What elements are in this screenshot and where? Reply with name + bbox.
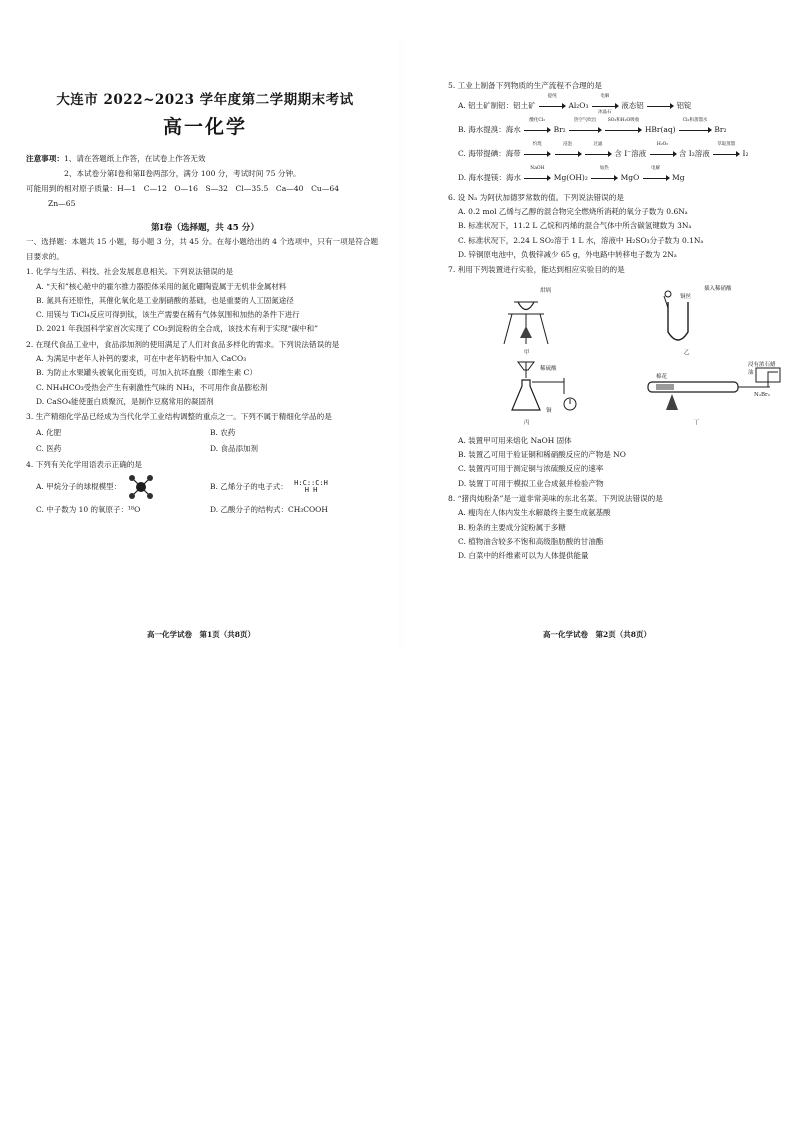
arrow-label-top: 电解 [600,93,610,99]
page-footer-2: 高一化学试卷 第2页（共8页） [543,630,651,639]
ethylene-electron-formula [294,480,328,494]
label-crucible: 坩埚 [540,287,552,294]
arrow-label: 电解 [651,165,661,171]
question-2: 2. 在现代食品工业中，食品添加剂的使用满足了人们对食品多样化的需求。下列说法错误的是 [26,339,340,349]
notice-line-2: 2、本试卷分第Ⅰ卷和第Ⅱ卷两部分，满分 100 分，考试时间 75 分钟。 [64,169,301,178]
option-5c-end: I₂ [742,148,749,158]
exam-page-1 [4,38,398,650]
option-8b: B. 粉条的主要成分淀粉属于多糖 [458,522,566,532]
electron-formula-top: H:C::C:H [294,479,328,488]
question-1: 1. 化学与生活、科技、社会发展息息相关。下列说法错误的是 [26,267,234,276]
question-5: 5. 工业上制备下列物质的生产流程不合理的是 [448,81,602,90]
option-5c-mid: 含 I⁻溶液 [614,148,647,158]
arrow-label: 加热 [599,165,609,171]
notice-line-1 [26,151,384,166]
label-copper: 铜 [546,407,552,414]
exam-page-2 [404,38,790,650]
label-yi: 乙 [684,349,690,356]
option-4b [210,472,384,502]
apparatus-figure [448,282,780,432]
option-4a-text: A. 甲烷分子的球棍模型： [36,482,122,492]
arrow-icon [713,141,739,159]
option-5c [448,142,780,166]
question-7: 7. 利用下列装置进行实验，能达到相应实验目的的是 [448,265,625,275]
subject-title: 高一化学 [162,116,247,138]
option-8d: D. 白菜中的纤维素可以为人体提供能量 [458,551,589,561]
option-5a-end: 铝锭 [676,100,692,110]
arrow-icon [585,141,611,159]
option-5b [448,118,780,142]
arrow-label: 萃取蒸馏 [717,141,736,147]
option-1d: D. 2021 年我国科学家首次实现了 CO₂到淀粉的全合成，该技术有利于实现“碳中和” [36,324,318,334]
option-7d: D. 装置丁可用于模拟工业合成氨并检验产物 [458,478,604,488]
question-4: 4. 下列有关化学用语表示正确的是 [26,459,142,469]
label-copper-wire: 铜丝 [680,293,692,300]
arrow-icon [591,165,617,183]
arrow-label: 热空气吹出 [573,117,597,123]
options-3-row-1 [26,425,384,441]
arrow-label: 灼烧 [532,141,542,147]
option-4d: D. 乙酸分子的结构式：CH₃COOH [210,505,328,515]
question-8: 8. “猪肉炖粉条”是一道非常美味的东北名菜。下列说法错误的是 [448,493,663,503]
section-intro: 一、选择题：本题共 15 小题，每小题 3 分，共 45 分。在每小题给出的 4 个选项中，只有一项是符合题目要求的。 [26,237,379,261]
option-5b-end: HBr(aq) [644,124,676,134]
option-5b-mid: Br₂ [553,124,566,134]
option-5b-end2: Br₂ [714,124,727,134]
methane-ball-stick-icon [128,474,154,500]
arrow-label: Cl₂和蒸馏水 [682,117,708,123]
options-3-row-2 [26,441,384,457]
option-1a: A. “天和”核心舱中的霍尔推力器腔体采用的氮化硼陶瓷属于无机非金属材料 [36,281,287,291]
option-2a: A. 为满足中老年人补钙的要求，可在中老年奶粉中加入 CaCO₃ [36,354,247,364]
arrow-icon [524,117,550,135]
arrow-label: NaOH [530,165,545,171]
arrow-label: 提纯 [547,93,557,99]
arrow-icon [592,93,618,115]
option-5d-end: Mg [672,172,685,182]
option-5c-mid2: 含 I₂溶液 [678,148,710,158]
arrow-icon [539,93,565,111]
option-3a: A. 化肥 [36,427,62,437]
arrow-icon [605,117,641,135]
label-dilute-nitric: 插入稀硝酸 [704,285,732,292]
arrow-label: 酸化Cl₂ [529,117,546,123]
options-4-row-2 [26,502,384,518]
label-jia: 甲 [524,349,530,356]
option-3c: C. 医药 [36,443,62,453]
option-4a [36,472,210,502]
option-5c-label: C. 海带提碘：海带 [458,148,521,158]
option-1c: C. 用镁与 TiCl₄反应可得到钛，该生产需要在稀有气体氛围和加热的条件下进行 [36,310,300,320]
notice-label: 注意事项： [26,154,64,163]
arrow-icon [643,165,669,183]
arrow-icon [650,141,676,159]
label-dilute-sulfuric: 稀硫酸 [540,365,557,372]
exam-title: 大连市 2022~2023 学年度第二学期期末考试 [56,92,354,108]
arrow-icon [524,141,550,159]
arrow-label-bottom: 冰晶石 [598,109,612,115]
arrow-icon [679,117,711,135]
option-6c: C. 标准状况下，2.24 L SO₂溶于 1 L 水，溶液中 H₂SO₃分子数为 0.1Nₐ [458,235,704,245]
option-5d [448,166,780,190]
option-5d-mid2: MgO [620,172,640,182]
option-5b-label: B. 海水提溴：海水 [458,124,521,134]
atomic-mass-line: 可能用到的相对原子质量：H—1 C—12 O—16 S—32 Cl—35.5 Ca—40 Cu—64 [26,184,340,193]
label-cotton: 棉花 [656,373,668,380]
options-4-row-1 [26,472,384,502]
arrow-icon [569,117,601,135]
arrow-icon [555,141,581,159]
option-7b: B. 装置乙可用于验证铜和稀硝酸反应的产物是 NO [458,449,626,459]
option-8a: A. 瘦肉在人体内发生水解最终主要生成氨基酸 [458,508,611,518]
option-8c: C. 植物油含较多不饱和高级脂肪酸的甘油酯 [458,536,604,546]
option-6a: A. 0.2 mol 乙烯与乙醇的混合物完全燃烧所消耗的氧分子数为 0.6Nₐ [458,207,688,216]
option-5a-mid: Al₂O₃ [568,100,589,110]
option-3d: D. 食品添加剂 [210,443,259,453]
atomic-mass-line-2: Zn—65 [48,199,76,208]
option-2c: C. NH₄HCO₃受热会产生有刺激性气味的 NH₃，不可用作食品膨松剂 [36,382,268,392]
exam-sheet [4,38,790,650]
question-6: 6. 设 Nₐ 为阿伏加德罗常数的值。下列说法错误的是 [448,192,624,202]
option-4b-text: B. 乙烯分子的电子式： [210,482,288,492]
label-reagent: N₂Br₂ [754,391,770,398]
option-4c: C. 中子数为 10 的氧原子：¹⁸O [36,505,141,515]
label-ding: 丁 [694,419,700,426]
arrow-icon [647,101,673,111]
option-2b: B. 为防止水果罐头被氧化而变质，可加入抗坏血酸（即维生素 C） [36,368,257,378]
page-footer-1: 高一化学试卷 第1页（共8页） [147,630,255,639]
arrow-icon [524,165,550,183]
option-2d: D. CaSO₄能使蛋白质聚沉，是制作豆腐常用的凝固剂 [36,397,214,407]
option-5a-mid2: 液态铝 [621,100,644,110]
electron-formula-bottom: H H [304,486,318,495]
option-6d: D. 锌铜原电池中，负极锌减少 65 g，外电路中转移电子数为 2Nₐ [458,249,677,259]
option-5a [448,94,780,118]
apparatus-jia-icon [504,302,548,344]
option-6b: B. 标准状况下，11.2 L 乙烷和丙烯的混合气体中所含碳氢键数为 3Nₐ [458,221,692,231]
arrow-label: SO₂和H₂O吸收 [607,117,640,123]
label-bing: 丙 [524,419,530,426]
option-7c: C. 装置丙可用于测定铜与浓硫酸反应的速率 [458,464,604,474]
notice-text-1: 1、请在答题纸上作答，在试卷上作答无效 [63,154,206,163]
option-5a-label: A. 铝土矿制铝：铝土矿 [458,100,536,110]
arrow-label: 过滤 [593,141,603,147]
arrow-label: H₂O₂ [656,141,669,147]
label-paraffin: 浸有浓石蜡油 [748,361,776,376]
arrow-label: 浸泡 [563,141,573,147]
option-5d-mid: Mg(OH)₂ [553,172,588,182]
question-3: 3. 生产精细化学品已经成为当代化学工业结构调整的重点之一。下列不属于精细化学品的是 [26,412,332,422]
option-5d-label: D. 海水提镁：海水 [458,172,522,182]
option-3b: B. 农药 [210,427,236,437]
option-1b: B. 氮具有还原性，其催化氧化是工业制硝酸的基础，也是重要的人工固氮途径 [36,295,294,305]
lab-apparatus-diagram [478,282,790,432]
part-one-title: 第Ⅰ卷（选择题，共 45 分） [151,223,259,233]
option-7a: A. 装置甲可用来熔化 NaOH 固体 [458,435,572,445]
